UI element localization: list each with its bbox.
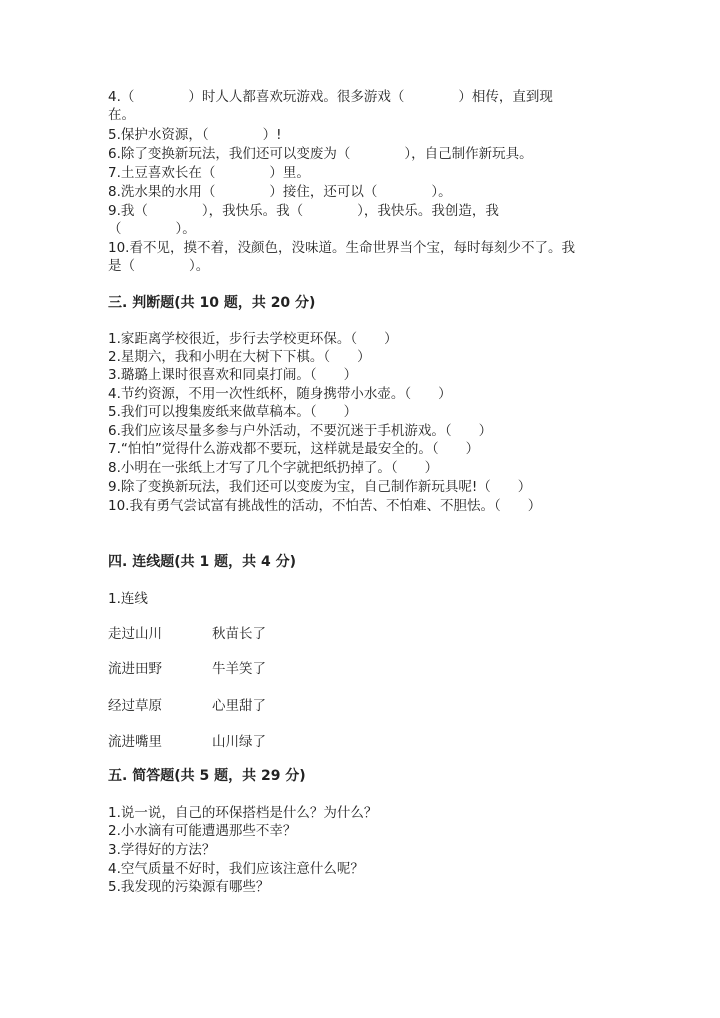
section-heading-judge: 三. 判断题(共 10 题，共 20 分)	[108, 295, 316, 311]
short-answer-item: 5.我发现的污染源有哪些？	[108, 879, 270, 895]
match-right-item: 心里甜了	[212, 698, 266, 714]
fill-blank-line: （ ）。	[108, 221, 196, 237]
short-answer-item: 3.学得好的方法？	[108, 842, 216, 858]
match-left-item: 流进田野	[108, 661, 162, 677]
judge-item: 7.“怕怕”觉得什么游戏都不要玩，这样就是最安全的。（ ）	[108, 441, 480, 457]
judge-item: 6.我们应该尽量多参与户外活动，不要沉迷于手机游戏。（ ）	[108, 423, 493, 439]
match-right-item: 秋苗长了	[212, 626, 266, 642]
section-heading-short-answer: 五. 简答题(共 5 题，共 29 分)	[108, 768, 306, 784]
match-right-item: 牛羊笑了	[212, 661, 266, 677]
short-answer-item: 1.说一说，自己的环保搭档是什么？为什么？	[108, 805, 378, 821]
fill-blank-line: 6.除了变换新玩法，我们还可以变废为（ ），自己制作新玩具。	[108, 146, 533, 162]
judge-item: 9.除了变换新玩法，我们还可以变废为宝，自己制作新玩具呢!（ ）	[108, 479, 532, 495]
judge-item: 8.小明在一张纸上才写了几个字就把纸扔掉了。（ ）	[108, 460, 439, 476]
judge-item: 4.节约资源，不用一次性纸杯，随身携带小水壶。（ ）	[108, 386, 452, 402]
short-answer-item: 2.小水滴有可能遭遇那些不幸？	[108, 823, 297, 839]
fill-blank-line: 8.洗水果的水用（ ）接住，还可以（ ）。	[108, 184, 452, 200]
short-answer-item: 4.空气质量不好时，我们应该注意什么呢？	[108, 861, 364, 877]
judge-item: 10.我有勇气尝试富有挑战性的活动，不怕苦、不怕难、不胆怯。（ ）	[108, 498, 542, 514]
match-left-item: 经过草原	[108, 698, 162, 714]
fill-blank-line: 4.（ ）时人人都喜欢玩游戏。很多游戏（ ）相传，直到现	[108, 89, 553, 105]
judge-item: 2.星期六，我和小明在大树下下棋。（ ）	[108, 349, 371, 365]
fill-blank-line: 9.我（ ），我快乐。我（ ），我快乐。我创造，我	[108, 203, 499, 219]
match-left-item: 流进嘴里	[108, 734, 162, 750]
judge-item: 5.我们可以搜集废纸来做草稿本。（ ）	[108, 404, 358, 420]
fill-blank-line: 5.保护水资源，（ ）!	[108, 127, 282, 143]
match-question: 1.连线	[108, 591, 148, 607]
fill-blank-line: 7.土豆喜欢长在（ ）里。	[108, 165, 310, 181]
match-left-item: 走过山川	[108, 626, 162, 642]
section-heading-match: 四. 连线题(共 1 题，共 4 分)	[108, 554, 296, 570]
match-right-item: 山川绿了	[212, 734, 266, 750]
fill-blank-line: 10.看不见，摸不着，没颜色，没味道。生命世界当个宝，每时每刻少不了。我	[108, 240, 575, 256]
judge-item: 1.家距离学校很近，步行去学校更环保。（ ）	[108, 331, 398, 347]
fill-blank-line: 在。	[108, 107, 135, 123]
judge-item: 3.璐璐上课时很喜欢和同桌打闹。（ ）	[108, 367, 358, 383]
fill-blank-line: 是（ ）。	[108, 258, 210, 274]
